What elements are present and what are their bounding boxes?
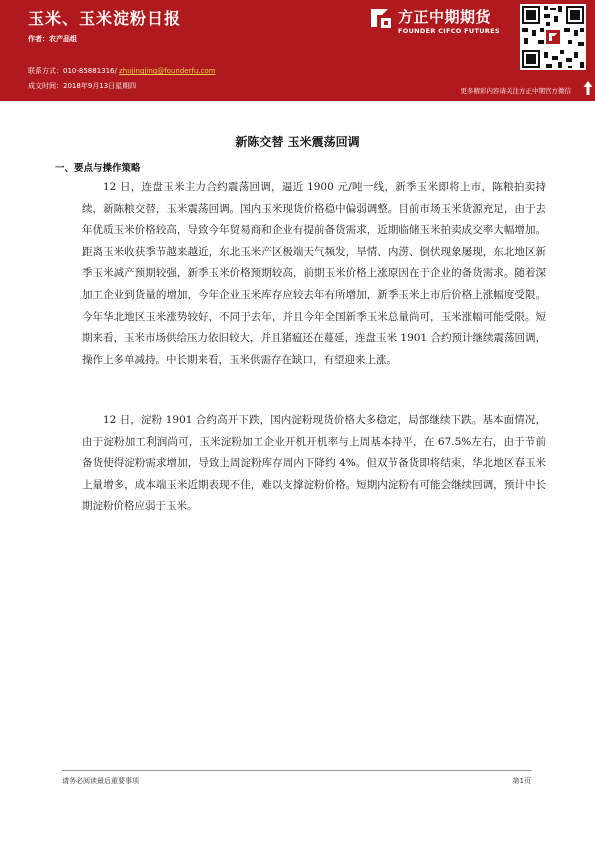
page-number: 第1页 (512, 777, 531, 785)
arrow-up-icon[interactable] (583, 80, 593, 96)
report-title: 玉米、玉米淀粉日报 (28, 9, 182, 28)
section-heading: 一、要点与操作策略 (55, 163, 141, 174)
follow-hint: 更多精彩内容请关注方正中期官方微信 (460, 87, 571, 95)
brand-name-en: FOUNDER CIFCO FUTURES (398, 27, 500, 35)
author-line: 作者：农产品组 (28, 35, 77, 43)
date-line: 成文时间：2018年9月13日星期四 (28, 82, 137, 90)
email-link[interactable]: zhujingjing@founderfu.com (119, 67, 216, 75)
footer-notice[interactable]: 请务必阅读最后重要事项 (62, 777, 139, 785)
paragraph-starch: 12 日，淀粉 1901 合约高开下跌，国内淀粉现货价格大多稳定，局部继续下跌。基本面情况，由于淀粉加工利润尚可，玉米淀粉加工企业开机开机率与上周基本持平，在 67.5%左右，由于节前备货使得淀粉需求增加，导致上周淀粉库存周内下降约 4%。但双节备货即将结束，华北地区春玉米上量增多，成本端玉米近期表现不佳，难以支撑淀粉价格。短期内淀粉有可能会继续回调，预计中长期淀粉价格应弱于玉米。 (82, 414, 546, 513)
contact-label: 联系方式：010-85881316/ (28, 67, 117, 75)
brand-name-cn: 方正中期期货 (398, 8, 492, 26)
footer-divider (62, 770, 532, 771)
qr-code-icon[interactable] (520, 4, 586, 70)
document-title: 新陈交替 玉米震荡回调 (235, 135, 360, 149)
contact-line (28, 66, 216, 76)
header-band (0, 0, 595, 101)
paragraph-corn: 12 日，连盘玉米主力合约震荡回调，逼近 1900 元/吨一线，新季玉米即将上市，陈粮拍卖持续，新陈粮交替，玉米震荡回调。国内玉米现货价格稳中偏弱调整。目前市场玉米货源充足，由于去年优质玉米价格较高，导致今年贸易商和企业有提前备货需求，近期临储玉米拍卖成交率大幅增加。距离玉米收获季节越来越近，东北玉米产区极端天气频发，旱情、内涝、倒伏现象屡现，东北地区新季玉米减产预期较强，新季玉米价格预期较高，前期玉米价格上涨原因在于企业的备货需求。随着深加工企业到货量的增加，今年企业玉米库存应较去年有所增加，新季玉米上市后价格上涨幅度受限。今年华北地区玉米涨势较好，不同于去年，并且今年全国新季玉米总量尚可，玉米涨幅可能受限。短期来看，玉米市场供给压力依旧较大，并且猪瘟还在蔓延，连盘玉米 1901 合约预计继续震荡回调，操作上多单减持。中长期来看，玉米供需存在缺口，有望迎来上涨。 (82, 181, 546, 366)
logo-mark-icon (368, 5, 394, 31)
brand-logo[interactable] (368, 5, 513, 41)
